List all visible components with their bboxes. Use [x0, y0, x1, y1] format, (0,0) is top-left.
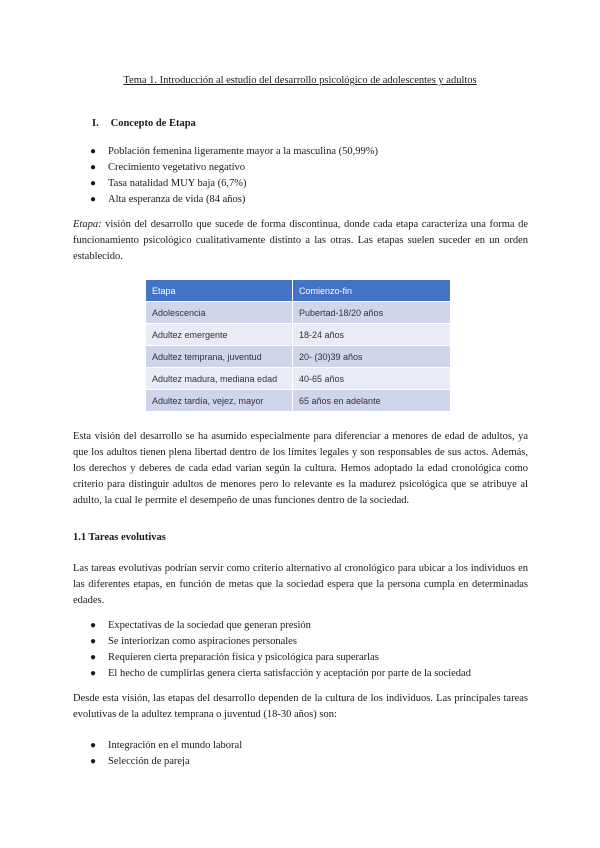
table-cell: 18-24 años	[293, 324, 451, 346]
section-heading	[92, 118, 196, 129]
list-item: ● Integración en el mundo laboral	[90, 738, 242, 754]
definition-text: visión del desarrollo que sucede de forma discontinua, donde cada etapa caracteriza una forma de funcionamiento psicológico cualitativamente distinto a las otras. Las etapas suelen suceder en un orden establecido.	[73, 219, 528, 262]
column-header-comienzo-fin: Comienzo-fin	[293, 280, 451, 302]
table-cell: Pubertad-18/20 años	[293, 302, 451, 324]
table-row	[146, 324, 450, 346]
section-number: I.	[92, 118, 99, 129]
list-item: ● Tasa natalidad MUY baja (6,7%)	[90, 176, 378, 192]
table-cell: 40-65 años	[293, 368, 451, 390]
bullet-icon: ●	[90, 652, 97, 663]
bullet-icon: ●	[90, 162, 97, 173]
list-item: ● Población femenina ligeramente mayor a la masculina (50,99%)	[90, 144, 378, 160]
list-item: ● Crecimiento vegetativo negativo	[90, 160, 378, 176]
table-header-row	[146, 280, 450, 302]
column-header-etapa: Etapa	[146, 280, 293, 302]
page-title: Tema 1. Introducción al estudio del desarrollo psicológico de adolescentes y adultos	[123, 75, 477, 86]
table-cell: Adultez tardía, vejez, mayor	[146, 390, 293, 412]
definition-term: Etapa:	[73, 219, 102, 230]
definition-paragraph	[73, 217, 528, 265]
list-item: ● El hecho de cumplirlas genera cierta satisfacción y aceptación por parte de la sociedad	[90, 666, 471, 682]
tasks-paragraph: Las tareas evolutivas podrían servir como criterio alternativo al cronológico para ubicar a los individuos en las diferentes etapas, en función de metas que la sociedad espera que la persona cumpla en determinadas edades.	[73, 563, 528, 606]
bullet-list-tasks	[90, 618, 471, 682]
culture-paragraph: Desde esta visión, las etapas del desarrollo dependen de la cultura de los individuos. Las principales tareas evolutivas de la adultez temprana o juventud (18-30 años) son:	[73, 693, 528, 720]
bullet-icon: ●	[90, 194, 97, 205]
table-cell: 65 años en adelante	[293, 390, 451, 412]
table-cell: Adultez madura, mediana edad	[146, 368, 293, 390]
bullet-list-young-adult-tasks	[90, 738, 242, 770]
bullet-icon: ●	[90, 756, 97, 767]
table-cell: 20- (30)39 años	[293, 346, 451, 368]
table-cell: Adultez temprana, juventud	[146, 346, 293, 368]
list-item: ● Se interiorizan como aspiraciones personales	[90, 634, 471, 650]
list-item: ● Alta esperanza de vida (84 años)	[90, 192, 378, 208]
table-row	[146, 368, 450, 390]
bullet-icon: ●	[90, 668, 97, 679]
bullet-icon: ●	[90, 146, 97, 157]
table-row	[146, 302, 450, 324]
table-cell: Adolescencia	[146, 302, 293, 324]
bullet-icon: ●	[90, 178, 97, 189]
bullet-list-population	[90, 144, 378, 208]
list-item: ● Requieren cierta preparación física y psicológica para superarlas	[90, 650, 471, 666]
stages-table	[146, 280, 450, 411]
table-cell: Adultez emergente	[146, 324, 293, 346]
table-row	[146, 390, 450, 412]
bullet-icon: ●	[90, 636, 97, 647]
section-title: Concepto de Etapa	[110, 118, 196, 129]
maturity-paragraph: Esta visión del desarrollo se ha asumido especialmente para diferenciar a menores de edad de adultos, ya que los adultos tienen plena libertad dentro de los límites legales y son responsables de sus actos. Además, los derechos y deberes de cada edad varían según la cultura. Hemos adoptado la edad cronológica como criterio para distinguir adultos de menores pero lo relevante es la madurez psicológica que se atribuye al adulto, la cual le permite el desempeño de unas funciones dentro de la sociedad.	[73, 431, 528, 506]
list-item: ● Selección de pareja	[90, 754, 242, 770]
bullet-icon: ●	[90, 620, 97, 631]
list-item: ● Expectativas de la sociedad que generan presión	[90, 618, 471, 634]
bullet-icon: ●	[90, 740, 97, 751]
table-row	[146, 346, 450, 368]
subsection-heading: 1.1 Tareas evolutivas	[73, 532, 166, 543]
